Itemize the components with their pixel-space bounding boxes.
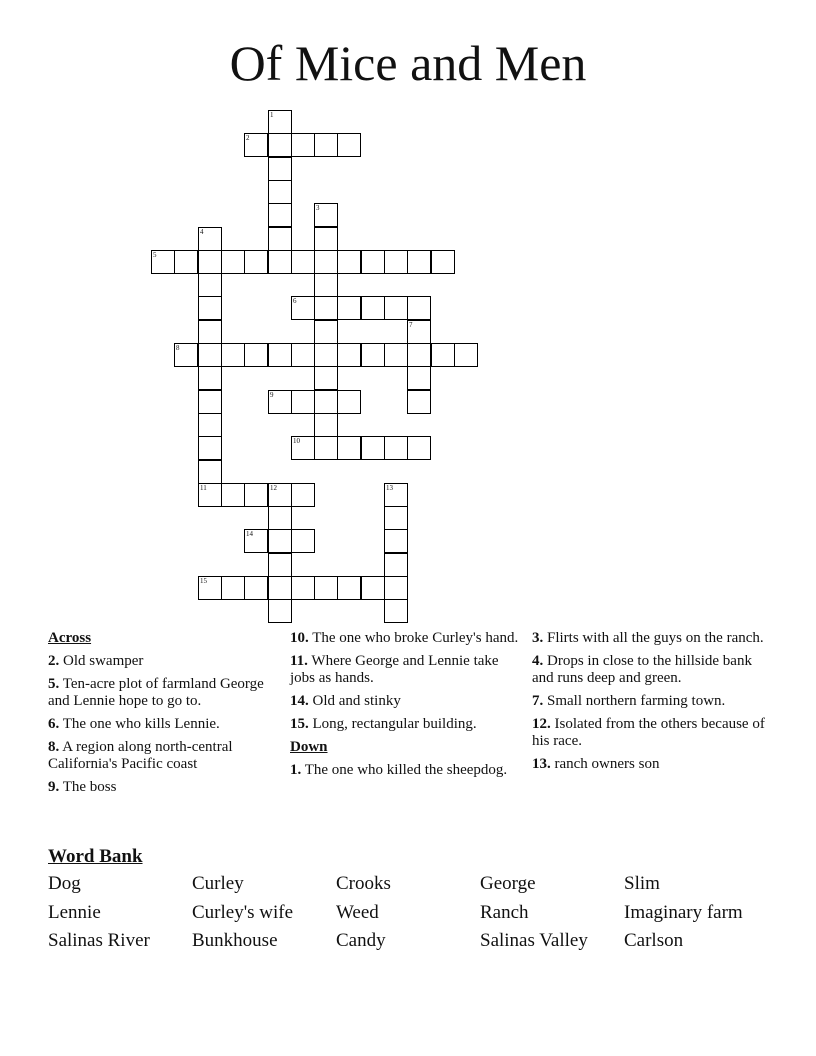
grid-cell[interactable]: [244, 483, 268, 507]
clue-across-14: 14. Old and stinky: [290, 693, 401, 709]
word-bank-item: Dog: [48, 873, 81, 894]
grid-cell[interactable]: [407, 366, 431, 390]
cell-number: 3: [316, 204, 320, 212]
word-bank-item: Candy: [336, 930, 386, 951]
grid-cell[interactable]: [361, 576, 385, 600]
grid-cell[interactable]: [268, 133, 292, 157]
grid-cell[interactable]: [244, 529, 268, 553]
cell-number: 2: [246, 134, 250, 142]
word-bank-item: Curley: [192, 873, 244, 894]
grid-cell[interactable]: [454, 343, 478, 367]
grid-cell[interactable]: [291, 390, 315, 414]
word-bank-item: Bunkhouse: [192, 930, 278, 951]
cell-number: 11: [200, 484, 207, 492]
grid-cell[interactable]: [198, 390, 222, 414]
grid-cell[interactable]: [314, 390, 338, 414]
grid-cell[interactable]: [268, 576, 292, 600]
grid-cell[interactable]: [198, 227, 222, 251]
clue-column-1: [48, 630, 278, 802]
clue-down-13: 13. ranch owners son: [532, 756, 660, 772]
grid-cell[interactable]: [268, 180, 292, 204]
grid-cell[interactable]: [314, 273, 338, 297]
grid-cell[interactable]: [291, 250, 315, 274]
word-bank-item: Carlson: [624, 930, 684, 951]
cell-number: 13: [386, 484, 393, 492]
grid-cell[interactable]: [151, 250, 175, 274]
grid-cell[interactable]: [244, 343, 268, 367]
grid-cell[interactable]: [337, 343, 361, 367]
grid-cell[interactable]: [314, 366, 338, 390]
clue-down-4: 4. Drops in close to the hillside bank and runs deep and green.: [532, 653, 752, 686]
grid-cell[interactable]: [361, 250, 385, 274]
cell-number: 12: [270, 484, 277, 492]
grid-cell[interactable]: [314, 296, 338, 320]
clue-down-7: 7. Small northern farming town.: [532, 693, 726, 709]
grid-cell[interactable]: [361, 436, 385, 460]
grid-cell[interactable]: [268, 227, 292, 251]
clue-across-2: 2. Old swamper: [48, 653, 144, 669]
grid-cell[interactable]: [361, 343, 385, 367]
cell-number: 15: [200, 577, 207, 585]
grid-cell[interactable]: [314, 203, 338, 227]
grid-cell[interactable]: [407, 390, 431, 414]
word-bank-item: Lennie: [48, 901, 101, 923]
grid-cell[interactable]: [198, 320, 222, 344]
grid-cell[interactable]: [198, 296, 222, 320]
cell-number: 8: [176, 344, 180, 352]
word-bank-item: Curley's wife: [192, 901, 294, 923]
clue-across-9: 9. The boss: [48, 779, 117, 795]
grid-cell[interactable]: [198, 576, 222, 600]
grid-cell[interactable]: [244, 576, 268, 600]
grid-cell[interactable]: [291, 483, 315, 507]
grid-cell[interactable]: [314, 436, 338, 460]
word-bank-item: Crooks: [336, 873, 391, 894]
grid-cell[interactable]: [174, 343, 198, 367]
grid-cell[interactable]: [384, 576, 408, 600]
word-bank-item: Ranch: [480, 901, 529, 923]
clue-down-1: 1. The one who killed the sheepdog.: [290, 762, 508, 778]
cell-number: 1: [270, 111, 274, 119]
grid-cell[interactable]: [198, 366, 222, 390]
grid-cell[interactable]: [337, 436, 361, 460]
clue-column-2: [290, 630, 520, 785]
grid-cell[interactable]: [384, 483, 408, 507]
grid-cell[interactable]: [407, 436, 431, 460]
grid-cell[interactable]: [268, 343, 292, 367]
grid-cell[interactable]: [291, 133, 315, 157]
word-bank-item: Imaginary farm: [624, 901, 743, 923]
grid-cell[interactable]: [198, 460, 222, 484]
grid-cell[interactable]: [314, 343, 338, 367]
clue-across-10: 10. The one who broke Curley's hand.: [290, 630, 519, 646]
cell-number: 10: [293, 437, 300, 445]
grid-cell[interactable]: [337, 296, 361, 320]
grid-cell[interactable]: [221, 343, 245, 367]
grid-cell[interactable]: [384, 436, 408, 460]
clue-column-3: [532, 630, 768, 779]
grid-cell[interactable]: [174, 250, 198, 274]
grid-cell[interactable]: [431, 343, 455, 367]
clue-across-11: 11. Where George and Lennie take jobs as hands.: [290, 653, 499, 686]
grid-cell[interactable]: [291, 529, 315, 553]
grid-cell[interactable]: [361, 296, 385, 320]
cell-number: 6: [293, 297, 297, 305]
grid-cell[interactable]: [291, 343, 315, 367]
grid-cell[interactable]: [314, 250, 338, 274]
down-heading: Down: [290, 739, 328, 755]
grid-cell[interactable]: [268, 110, 292, 134]
grid-cell[interactable]: [407, 320, 431, 344]
grid-cell[interactable]: [337, 390, 361, 414]
grid-cell[interactable]: [244, 133, 268, 157]
clue-across-5: 5. Ten-acre plot of farmland George and Lennie hope to go to.: [48, 676, 264, 709]
grid-cell[interactable]: [221, 250, 245, 274]
cell-number: 9: [270, 391, 274, 399]
grid-cell[interactable]: [291, 576, 315, 600]
grid-cell[interactable]: [384, 250, 408, 274]
grid-cell[interactable]: [337, 133, 361, 157]
cell-number: 4: [200, 228, 204, 236]
word-bank-item: Weed: [336, 901, 379, 923]
cell-number: 14: [246, 530, 253, 538]
grid-cell[interactable]: [198, 436, 222, 460]
grid-cell[interactable]: [244, 250, 268, 274]
grid-cell[interactable]: [198, 483, 222, 507]
grid-cell[interactable]: [291, 436, 315, 460]
grid-cell[interactable]: [268, 390, 292, 414]
grid-cell[interactable]: [268, 553, 292, 577]
grid-cell[interactable]: [407, 250, 431, 274]
grid-cell[interactable]: [221, 576, 245, 600]
cell-number: 7: [409, 321, 413, 329]
grid-cell[interactable]: [384, 599, 408, 623]
grid-cell[interactable]: [407, 343, 431, 367]
word-bank-item: Salinas River: [48, 930, 150, 951]
word-bank-item: Slim: [624, 873, 660, 894]
grid-cell[interactable]: [407, 296, 431, 320]
clue-across-15: 15. Long, rectangular building.: [290, 716, 477, 732]
grid-cell[interactable]: [198, 250, 222, 274]
grid-cell[interactable]: [268, 599, 292, 623]
grid-cell[interactable]: [268, 157, 292, 181]
grid-cell[interactable]: [198, 413, 222, 437]
grid-cell[interactable]: [268, 483, 292, 507]
grid-cell[interactable]: [314, 227, 338, 251]
word-bank-item: Salinas Valley: [480, 930, 588, 951]
across-heading: Across: [48, 630, 92, 646]
grid-cell[interactable]: [314, 320, 338, 344]
grid-cell[interactable]: [314, 576, 338, 600]
grid-cell[interactable]: [268, 250, 292, 274]
grid-cell[interactable]: [384, 506, 408, 530]
word-bank-title: Word Bank: [48, 846, 143, 867]
grid-cell[interactable]: [384, 529, 408, 553]
page-title: Of Mice and Men: [229, 35, 587, 91]
grid-cell[interactable]: [337, 250, 361, 274]
grid-cell[interactable]: [384, 343, 408, 367]
clue-across-6: 6. The one who kills Lennie.: [48, 716, 220, 732]
cell-number: 5: [153, 251, 157, 259]
grid-cell[interactable]: [268, 506, 292, 530]
clue-down-12: 12. Isolated from the others because of his race.: [532, 716, 765, 749]
grid-cell[interactable]: [314, 413, 338, 437]
grid-cell[interactable]: [198, 343, 222, 367]
grid-cell[interactable]: [268, 529, 292, 553]
grid-cell[interactable]: [314, 133, 338, 157]
grid-cell[interactable]: [198, 273, 222, 297]
clue-across-8: 8. A region along north-central California's Pacific coast: [48, 739, 233, 772]
grid-cell[interactable]: [221, 483, 245, 507]
grid-cell[interactable]: [337, 576, 361, 600]
clue-down-3: 3. Flirts with all the guys on the ranch.: [532, 630, 764, 646]
grid-cell[interactable]: [431, 250, 455, 274]
grid-cell[interactable]: [384, 296, 408, 320]
grid-cell[interactable]: [291, 296, 315, 320]
word-bank-item: George: [480, 873, 536, 894]
grid-cell[interactable]: [384, 553, 408, 577]
grid-cell[interactable]: [268, 203, 292, 227]
